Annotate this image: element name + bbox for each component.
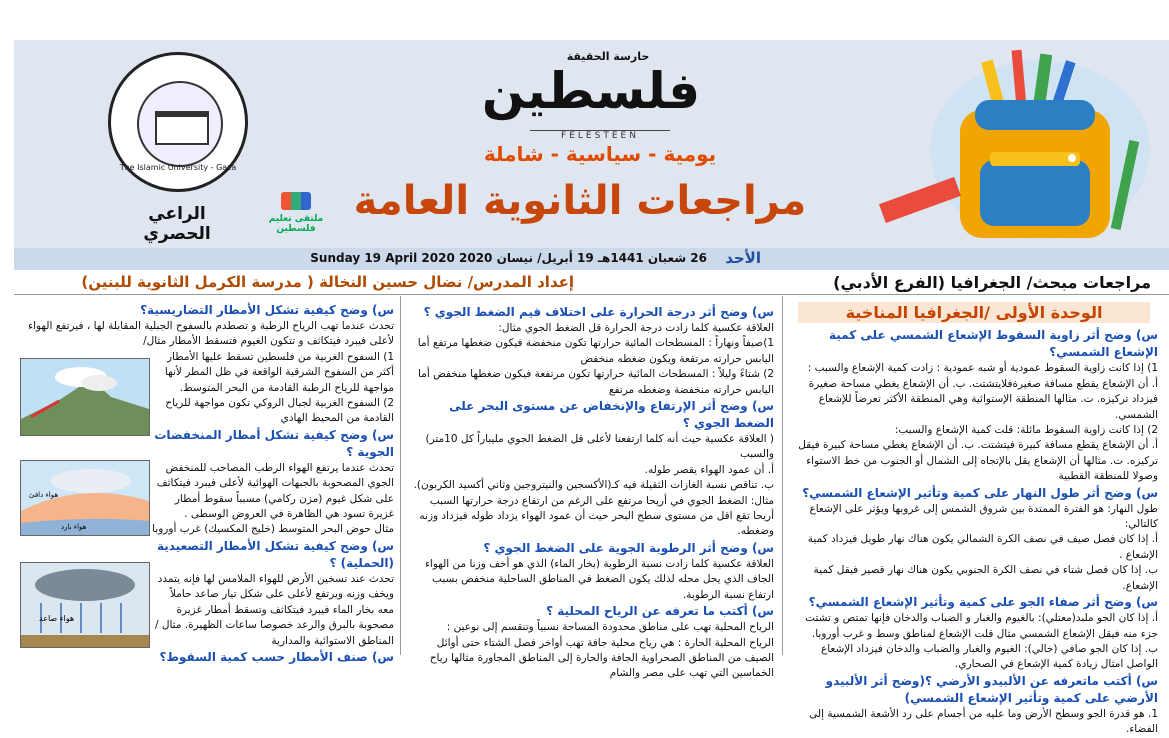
question-heading: س) أكتب ما تعرفه عن الرياح المحلية ؟ xyxy=(546,604,774,619)
paragraph: 1. هو قدرة الجو وسطح الأرض وما عليه من أجسام على رد الأشعة الشمسية إلى الفضاء. xyxy=(809,707,1158,736)
column-right xyxy=(790,300,1158,738)
paragraph: ب. إذا كان فصل شتاء في نصف الكرة الجنوبي يكون هناك نهار قصير فيقل كمية الإشعاع. xyxy=(813,564,1158,592)
question-heading: س) وضح أثر الرطوبة الجوية على الضغط الجوي ؟ xyxy=(483,540,774,555)
paragraph: العلاقة عكسية كلما زادت درجة الحرارة قل الضغط الجوي مثال: xyxy=(498,322,774,334)
paragraph: أ. إذا كان فصل صيف في نصف الكرة الشمالي يكون هناك نهار طويل فيزداد كمية الإشعاع . xyxy=(807,533,1158,561)
paragraph: 2) شتاءً وليلاً : المسطحات المائية حرارتها تكون مرتفعة فيكون ضغطها منخفض أما اليابس حرارته منخفضة وضغطه مرتفع xyxy=(418,368,774,396)
issue-date: 26 شعبان 1441هـ 19 أبريل/ نيسان 2020 Sunday 19 April 2020 xyxy=(310,251,707,265)
unit-heading: الوحدة الأولى /الجغرافيا المناخية xyxy=(798,302,1150,323)
books-icon xyxy=(281,192,311,210)
question-heading: س) وضح أثر درجة الحرارة على اختلاف قيم الضغط الجوي ؟ xyxy=(423,305,774,319)
subject-bar xyxy=(14,270,1169,295)
column-right-body xyxy=(790,327,1158,737)
paragraph: مثال: الضغط الجوي في أريحا مرتفع على الرغم من ارتفاع درجة حرارتها السبب أريحا تقع اقل من مستوى سطح البحر حيث أن عمود الهواء يزداد طوله فيزداد وزنه وضغطه. xyxy=(419,494,774,538)
question-heading: س) وضح أثر صفاء الجو على كمية وتأثير الإشعاع الشمسي؟ xyxy=(808,595,1158,610)
paragraph: العلاقة عكسية كلما زادت نسبة الرطوبة (بخار الماء) الذي هو أخف وزنا من الهواء الجاف الذي يحل محله لذلك يكون الضغط في المناطق الساحلية منخفض بسبب ارتفاع نسبة الرطوبة. xyxy=(424,557,774,601)
exclusive-sponsor-label: الراعي الحصري xyxy=(143,204,211,244)
warm-air-label: هواء دافئ xyxy=(29,491,59,499)
column-middle-body xyxy=(408,304,774,682)
paragraph: أ. أن الإشعاع يقطع مسافة كبيرة فيتشتت. ب. أن الإشعاع يغطي مساحة كبيرة فيقل تركيزه. ت. مثالها أن الإشعاع يقل بالإتجاه إلى الشمال أو الجنوب من خط الاستواء وصولا للمنطقة القطبية xyxy=(798,439,1158,483)
rising-air-label: هواء صاعد xyxy=(39,614,75,623)
paragraph: الرياح المحلية تهب على مناطق محدودة المساحة نسبياً وتنقسم إلى نوعين : xyxy=(446,621,774,634)
author-credit: إعداد المدرس/ نضال حسين النخالة ( مدرسة الكرمل الثانوية للبنين) xyxy=(81,273,574,291)
paragraph: طول النهار: هو الفترة الممتدة بين شروق الشمس إلى غروبها ويؤثر على الإشعاع كالتالي: xyxy=(809,502,1158,531)
building-icon xyxy=(155,111,209,145)
paragraph: أ. أن الإشعاع يقطع مسافة صغيرةفلايتشتت. ب. أن الإشعاع يغطي مساحة صغيرة فيزداد تركيزه. ت. مثالها المنطقة الإستوائية وهي المنطقة الأكثر تعرضاً للإشعاع الشمسي. xyxy=(808,377,1158,421)
question-heading: س) وضح أثر طول النهار على كمية وتأثير الإشعاع الشمسي؟ xyxy=(802,485,1158,500)
paragraph: ب. تناقص نسبة الغازات الثقيلة فيه كـ(الأكسجين والنيتروجين وثاني أكسيد الكربون). xyxy=(413,479,774,492)
paragraph: 1)صيفاً ونهاراً : المسطحات المائية حرارتها تكون منخفضة فيكون ضغطها مرتفع أما اليابس حرارته مرتفعة ويكون ضغطه منخفض xyxy=(417,337,774,365)
paragraph: تحدث عند تسخين الأرض للهواء الملامس لها فإنه يتمدد ويخف وزنه ويرتفع لأعلى على شكل تيار صاعد حاملاً معه بخار الماء فيبرد فيتكاثف وتسقط أمطار غزيرة مصحوبة بالبرق والرعد خصوصا ساعات الظهيرة. مثال / المناطق الاستوائية والمدارية xyxy=(154,572,394,647)
paragraph: تحدث عندما تهب الرياح الرطبة و تصطدم بالسفوح الجبلية المقابلة لها ، فيرتفع الهواء لأعلى فيبرد فيتكاثف و تتكون الغيوم فتسقط الأمطار مثال/ xyxy=(28,320,394,348)
university-seal-logo xyxy=(108,52,248,192)
question-heading: س) أكتب ماتعرفه عن الألبيدو الأرضي ؟(وضح أثر الألبيدو الأرضي على كمية وتأثير الإشعاع الشمسي) xyxy=(825,673,1158,705)
paragraph: تحدث عندما يرتفع الهواء الرطب المصاحب للمنخفض الجوي المصحوبة بالجبهات الهوائية لأعلى فيبرد فيتكاثف على شكل غيوم (مزن ركامي) مسبباً سقوط أمطار غزيرة تسود هي الظاهرة في العروض الوسطى . xyxy=(156,461,394,521)
question-heading: س) وضح أثر زاوية السقوط الإشعاع الشمسي على كمية الإشعاع الشمسي؟ xyxy=(829,328,1158,360)
orographic-rain-figure xyxy=(20,358,150,436)
paragraph: ب. إذا كان الجو صافي (خالي): الغيوم والغبار والضباب والدخان فيزداد الإشعاع الواصل امثال زيادة كمية الإشعاع في الصحاري. xyxy=(820,642,1158,671)
education-forum-label: ملتقى تعليم فلسطين xyxy=(268,214,324,234)
newspaper-masthead: فلسطين xyxy=(481,62,701,120)
subject-title: مراجعات مبحث/ الجغرافيا (الفرع الأدبي) xyxy=(833,273,1151,292)
question-heading: س) صنف الأمطار حسب كمية السقوط؟ xyxy=(159,649,394,664)
question-heading: س) وضح كيفية تشكل أمطار المنخفضات الجوية ؟ xyxy=(154,427,394,459)
cyclonic-rain-figure xyxy=(20,460,150,536)
column-middle xyxy=(408,304,774,682)
day-label: الأحد xyxy=(725,249,761,267)
paragraph: 1) إذا كانت زاوية السقوط عمودية أو شبه عمودية : زادت كمية الإشعاع والسبب : xyxy=(807,362,1158,375)
question-heading: س) وضح أثر الإرتفاع والإنخفاض عن مستوى البحر على الضغط الجوي ؟ xyxy=(449,399,774,431)
paragraph: ( العلاقة عكسية حيث أنه كلما ارتفعنا لأعلى قل الضغط الجوي مليباراً كل 10متر) والسبب xyxy=(425,433,774,461)
masthead-subtitle: يومية - سياسية - شاملة xyxy=(483,142,717,166)
paragraph: 2) إذا كانت زاوية السقوط مائلة: قلت كمية الإشعاع والسبب: xyxy=(894,424,1158,437)
convective-rain-figure xyxy=(20,562,150,648)
date-bar xyxy=(14,248,1169,270)
education-forum-logo xyxy=(264,192,328,234)
paragraph: 1) السفوح الغربية من فلسطين تسقط عليها الأمطار أكثر من السفوح الشرقية الواقعة في ظل المطر لأنها مواجهة للرياح الرطبة القادمة من البحر المتوسط. xyxy=(164,350,394,394)
masthead-tagline: حارسة الحقيقة xyxy=(566,50,650,63)
paragraph: 2) السفوح الغربية لجبال الروكي تكون مواجهة للرياح القادمة من المحيط الهادي xyxy=(165,397,394,425)
paragraph: الرياح المحلية الحارة : هي رياح محلية جافة تهب أواخر فصل الشتاء حتى أوائل الصيف من المناطق الصحراوية الجافة والحارة إلى المناطق المجاورة مثالها رياح الخماسين التي تهب على مصر والشام xyxy=(429,636,774,680)
paragraph: أ. إذا كان الجو ملبد(معتلي): بالغيوم والغبار و الضباب والدخان فإنها تمتص و تشتت جزء منه فيقل الإشعاع الشمسي مثال قلت الإشعاع لمناطق وسط و غرب أوروبا. xyxy=(805,612,1158,640)
column-divider xyxy=(400,296,401,655)
masthead-latin: FELESTEEN xyxy=(530,130,670,141)
paragraph: أ. أن عمود الهواء يقصر طوله. xyxy=(644,463,774,476)
column-divider xyxy=(782,296,783,655)
cold-air-label: هواء بارد xyxy=(61,523,87,531)
seal-text: The Islamic University - Gaza xyxy=(119,163,237,172)
page-title: مراجعات الثانوية العامة xyxy=(353,178,807,224)
school-bag-illustration xyxy=(840,40,1160,246)
question-heading: س) وضح كيفية تشكل الأمطار التضاريسية؟ xyxy=(140,303,394,317)
question-heading: س) وضح كيفية تشكل الأمطار التصعيدية (الحملية) ؟ xyxy=(156,538,394,570)
paragraph: مثال حوض البحر المتوسط (خليج المكسيك) غرب أوروبا xyxy=(152,523,394,536)
